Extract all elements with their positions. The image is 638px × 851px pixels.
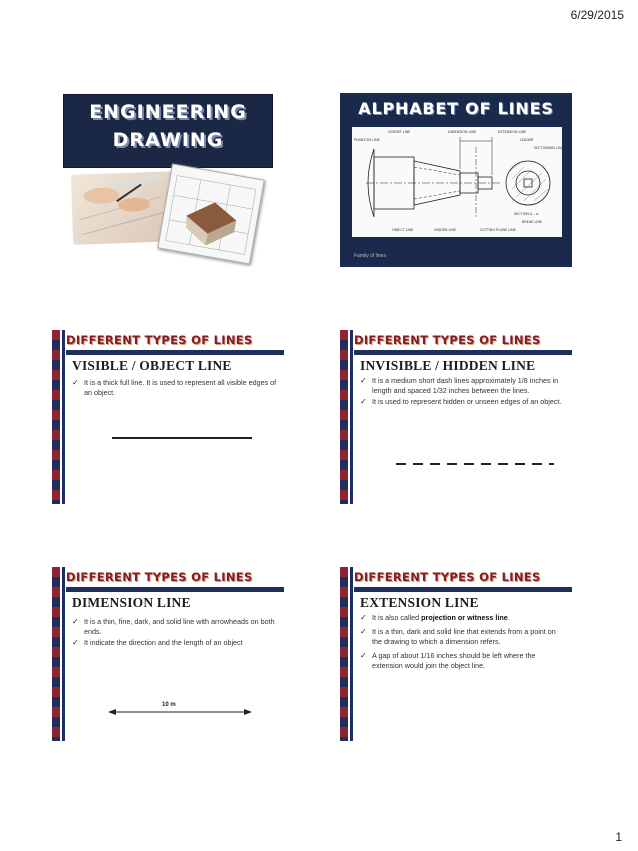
label-leader: LEADER	[520, 138, 534, 142]
slide-extension-line[interactable]	[340, 567, 572, 741]
bullet-list	[72, 378, 278, 399]
label-phantom-line: PHANTOM LINE	[354, 138, 380, 142]
title-line-2: DRAWING	[112, 129, 224, 151]
bullet-text-end: .	[507, 613, 510, 622]
label-break-line: BREAK LINE	[522, 220, 543, 224]
bullet-bold-text: projection or witness line	[421, 613, 508, 622]
slide-header: DIFFERENT TYPES OF LINES	[66, 570, 253, 584]
slide-engineering-drawing[interactable]	[52, 93, 284, 267]
label-section-a-a: SECTION A – A	[514, 212, 539, 216]
bullet-list	[360, 613, 566, 672]
slide-stripe	[52, 567, 60, 741]
slide-dimension-line[interactable]	[52, 567, 284, 741]
slide-visible-object-line[interactable]	[52, 330, 284, 504]
bullet-item: ✓ It is a medium short dash lines approximately 1/8 inches in length and spaced 1/32 inches between the lines.	[360, 376, 566, 396]
slide-header: DIFFERENT TYPES OF LINES	[354, 570, 541, 584]
bullet-item: ✓ It is a thin, fine, dark, and solid line with arrowheads on both ends.	[72, 617, 278, 637]
slide-stripe	[340, 330, 348, 504]
header-bar	[354, 587, 572, 592]
label-object-line: OBJECT LINE	[392, 228, 414, 232]
slide-title: ALPHABET OF LINES	[358, 99, 554, 118]
slide-stripe	[340, 567, 348, 741]
dimension-line-sample	[108, 707, 252, 717]
date: 6/29/2015	[570, 8, 624, 22]
bullet-item: ✓ It is a thick full line. It is used to represent all visible edges of an object.	[72, 378, 278, 398]
title-banner	[64, 95, 272, 167]
label-center-line: CENTER LINE	[388, 130, 411, 134]
hidden-line-sample	[396, 463, 554, 465]
bullet-item	[360, 613, 566, 623]
figure-caption: Family of lines	[354, 253, 386, 259]
page-number: 1	[615, 830, 622, 844]
slide-header: DIFFERENT TYPES OF LINES	[354, 333, 541, 347]
bullet-list	[360, 376, 566, 408]
slide-stripe-inner	[62, 330, 65, 504]
bullet-item: ✓ A gap of about 1/16 inches should be left where the extension would join the object line.	[360, 651, 566, 671]
visible-line-sample	[112, 437, 252, 439]
header-bar	[66, 350, 284, 355]
title-line-1: ENGINEERING	[89, 101, 247, 123]
house-blueprint-photo	[157, 163, 265, 264]
slide-subtitle: INVISIBLE / HIDDEN LINE	[360, 358, 536, 373]
label-dimension-line: DIMENSION LINE	[448, 130, 477, 134]
slide-alphabet-of-lines[interactable]	[340, 93, 572, 267]
slide-header: DIFFERENT TYPES OF LINES	[66, 333, 253, 347]
slide-stripe-inner	[62, 567, 65, 741]
bullet-text: It is also called	[372, 613, 422, 622]
label-sectioning-line: SECTIONING LINE	[534, 146, 562, 150]
slide-stripe-inner	[350, 330, 353, 504]
label-extension-line: EXTENSION LINE	[498, 130, 527, 134]
label-cutting-plane-line: CUTTING PLANE LINE	[480, 228, 516, 232]
dimension-label: 10 m	[162, 702, 176, 708]
slide-stripe	[52, 330, 60, 504]
slide-invisible-hidden-line[interactable]	[340, 330, 572, 504]
label-hidden-line: HIDDEN LINE	[434, 228, 457, 232]
header-bar	[66, 587, 284, 592]
bullet-item: ✓ It indicate the direction and the length of an object	[72, 638, 278, 648]
slide-stripe-inner	[350, 567, 353, 741]
alphabet-of-lines-drawing	[352, 127, 562, 237]
bullet-item: ✓ It is a thin, dark and solid line that extends from a point on the drawing to which a dimension refers.	[360, 627, 566, 647]
header-bar	[354, 350, 572, 355]
bullet-list	[72, 617, 278, 649]
bullet-item: ✓ It is used to represent hidden or unseen edges of an object.	[360, 397, 566, 407]
slide-subtitle: VISIBLE / OBJECT LINE	[72, 358, 232, 373]
slide-subtitle: EXTENSION LINE	[360, 595, 479, 610]
slide-subtitle: DIMENSION LINE	[72, 595, 191, 610]
